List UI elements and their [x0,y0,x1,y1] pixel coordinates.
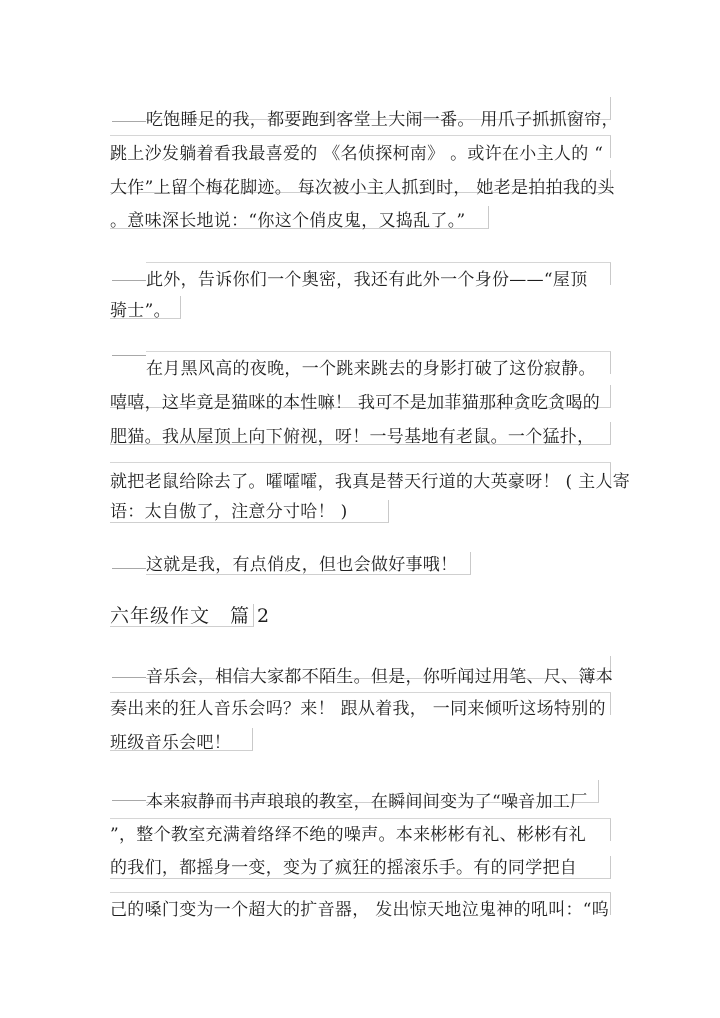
paragraph-3-line-5: 语：太自傲了，注意分寸哈！ ) [110,502,348,522]
paragraph-5-line-3: 班级音乐会吧！ [110,733,232,753]
paragraph-3-line-1: 在月黑风高的夜晚，一个跳来跳去的身影打破了这份寂静。 [146,359,596,379]
paragraph-6-line-3: 的我们，都摇身一变，变为了疯狂的摇滚乐手。有的同学把自 [110,858,578,878]
paragraph-2-line-1: 此外，告诉你们一个奥密，我还有此外一个身份——“屋顶 [146,270,588,290]
paragraph-6-line-1: 本来寂静而书声琅琅的教室，在瞬间间变为了“噪音加工厂 [146,792,588,812]
paragraph-indent-rule [112,355,146,356]
paragraph-1-line-3: 大作”上留个梅花脚迹。 每次被小主人抓到时， 她老是拍拍我的头 [110,178,615,198]
paragraph-6-line-2: ”，整个教室充满着络绎不绝的噪声。本来彬彬有礼、彬彬有礼 [110,825,587,845]
section-heading: 六年级作文 篇 2 [110,605,271,627]
paragraph-3-line-2: 嘻嘻，这毕竟是猫咪的本性嘛！ 我可不是加菲猫那种贪吃贪喝的 [110,393,601,413]
paragraph-indent-rule [112,677,146,678]
paragraph-4-line-1: 这就是我，有点俏皮，但也会做好事哦！ [146,555,458,575]
paragraph-1-line-2: 跳上沙发躺着看我最喜爱的 《名侦探柯南》 。或许在小主人的 “ [110,144,604,164]
paragraph-3-line-4: 就把老鼠给除去了。嚯嚯嚯，我真是替天行道的大英豪呀！ ( 主人寄 [110,472,631,492]
paragraph-indent-rule [112,800,146,801]
paragraph-indent-rule [112,121,146,122]
paragraph-1-line-1: 吃饱睡足的我，都要跑到客堂上大闹一番。 用爪子抓抓窗帘， [146,110,619,130]
paragraph-5-line-2: 奏出来的狂人音乐会吗？来！ 跟从着我， 一同来倾听这场特别的 [110,699,606,719]
paragraph-3-line-3: 肥猫。我从屋顶上向下俯视，呀！一号基地有老鼠。一个猛扑， [110,427,595,447]
paragraph-2-line-2: 骑士”。 [110,301,171,321]
paragraph-indent-rule [112,280,146,281]
paragraph-1-line-4: 。意味深长地说：“你这个俏皮鬼，又捣乱了。” [110,211,466,231]
paragraph-6-line-4: 己的嗓门变为一个超大的扩音器， 发出惊天地泣鬼神的吼叫：“呜 [110,900,610,920]
paragraph-5-line-1: 音乐会，相信大家都不陌生。但是，你听闻过用笔、尺、簿本 [146,667,614,687]
paragraph-indent-rule [112,568,146,569]
